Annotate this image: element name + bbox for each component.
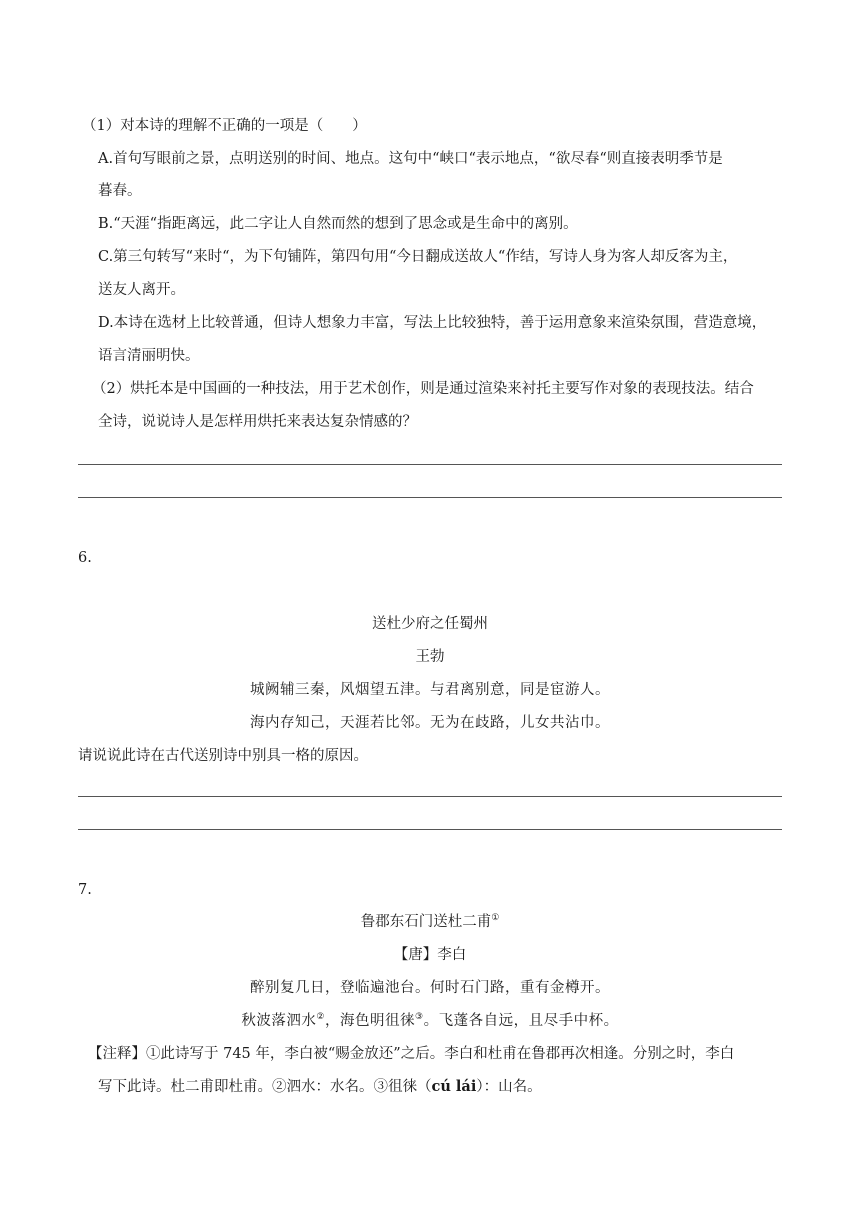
q7-poem-line1: 醉别复几日，登临遍池台。何时石门路，重有金樽开。: [250, 980, 610, 996]
q5-option-a-line2: 暮春。: [98, 183, 142, 199]
q7-number: 7.: [78, 882, 92, 898]
q5-option-d-line1: D.本诗在选材上比较普通，但诗人想象力丰富，写法上比较独特，善于运用意象来渲染氛围，营造意境，: [98, 315, 767, 331]
q6-poem-line2: 海内存知己，天涯若比邻。无为在歧路，儿女共沾巾。: [250, 715, 610, 731]
q5-option-a-line1: A.首句写眼前之景，点明送别的时间、地点。这句中“峡口“表示地点，“欲尽春“则直接表明季节是: [98, 151, 723, 167]
answer-line[interactable]: [78, 464, 782, 465]
q7-footnote-mark-2: ②: [316, 1012, 325, 1023]
answer-line[interactable]: [78, 796, 782, 797]
answer-line[interactable]: [78, 497, 782, 498]
q7-note-pinyin: cú lái: [431, 1078, 477, 1095]
q5-sub2-line2: 全诗，说说诗人是怎样用烘托来表达复杂情感的？: [98, 414, 417, 430]
q7-poem-line2-part-a: 秋波落泗水: [241, 1013, 317, 1029]
q7-poem-line2-part-b: ，海色明徂徕: [325, 1013, 415, 1029]
q7-poem-author: 【唐】李白: [393, 947, 467, 963]
q7-note-line1: 【注释】①此诗写于 745 年，李白被“赐金放还”之后。李白和杜甫在鲁郡再次相逢。分别之时，李白: [88, 1046, 735, 1062]
q6-number: 6.: [78, 550, 92, 566]
q7-note-line2-part-a: 写下此诗。杜二甫即杜甫。②泗水：水名。③徂徕（: [98, 1079, 432, 1095]
q7-note-line2: [98, 1077, 542, 1097]
q6-poem-author: 王勃: [415, 649, 445, 665]
q7-poem-line2-part-c: 。飞蓬各自远，且尽手中杯。: [423, 1013, 619, 1029]
q6-poem-line1: 城阙辅三秦，风烟望五津。与君离别意，同是宦游人。: [250, 682, 610, 698]
q6-poem-title: 送杜少府之任蜀州: [372, 616, 488, 632]
q5-option-c-line1: C.第三句转写“来时“，为下句铺阵，第四句用“今日翻成送故人“作结，写诗人身为客人却反客为主，: [98, 249, 738, 265]
q5-sub1-stem: （1）对本诗的理解不正确的一项是（ ）: [82, 118, 367, 134]
q7-footnote-mark-3: ③: [415, 1012, 424, 1023]
q7-title-footnote-mark: ①: [491, 913, 500, 924]
q7-note-line2-part-b: ）：山名。: [476, 1079, 542, 1095]
q5-option-d-line2: 语言清丽明快。: [98, 348, 200, 364]
answer-line[interactable]: [78, 829, 782, 830]
q7-poem-title: [0, 912, 860, 932]
q7-poem-line2: [0, 1011, 860, 1031]
q6-question: 请说说此诗在古代送别诗中别具一格的原因。: [78, 748, 368, 764]
q5-option-c-line2: 送友人离开。: [98, 282, 185, 298]
q5-option-b: B.“天涯“指距离远，此二字让人自然而然的想到了思念或是生命中的离别。: [98, 216, 578, 232]
q5-sub2-line1: （2）烘托本是中国画的一种技法，用于艺术创作，则是通过渲染来衬托主要写作对象的表现技法。结合: [92, 381, 754, 397]
q7-poem-title-text: 鲁郡东石门送杜二甫: [360, 914, 492, 930]
